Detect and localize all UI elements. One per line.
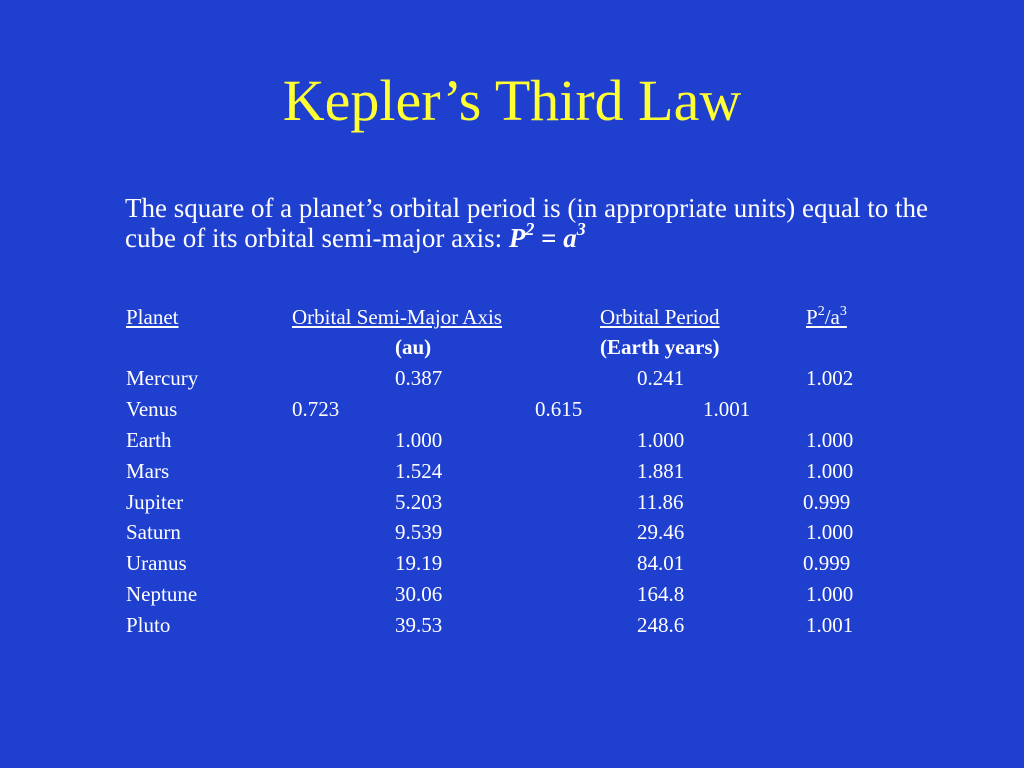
unit-period: (Earth years)	[600, 335, 720, 359]
row-neptune-period: 164.8	[637, 582, 685, 606]
row-pluto-planet: Pluto	[126, 613, 171, 637]
row-uranus-planet: Uranus	[126, 551, 187, 575]
header-ratio-a: a	[830, 305, 840, 329]
header-ratio-separator: /	[824, 305, 831, 329]
row-venus-planet: Venus	[126, 397, 178, 421]
formula-period-symbol: P	[508, 223, 526, 253]
row-earth-ratio: 1.000	[806, 428, 854, 452]
row-venus-axis: 0.723	[292, 397, 340, 421]
row-earth-axis: 1.000	[395, 428, 443, 452]
row-jupiter-axis: 5.203	[395, 490, 443, 514]
row-mercury-planet: Mercury	[126, 366, 199, 390]
header-planet: Planet	[126, 305, 179, 329]
row-pluto-axis: 39.53	[395, 613, 443, 637]
row-pluto-period: 248.6	[637, 613, 685, 637]
row-earth-period: 1.000	[637, 428, 685, 452]
row-mercury-ratio: 1.002	[806, 366, 854, 390]
row-mars-ratio: 1.000	[806, 459, 854, 483]
row-mercury-axis: 0.387	[395, 366, 443, 390]
row-earth-planet: Earth	[126, 428, 172, 452]
row-venus-ratio: 1.001	[703, 397, 751, 421]
header-ratio-p: P	[806, 305, 818, 329]
row-saturn-axis: 9.539	[395, 520, 443, 544]
row-uranus-ratio: 0.999	[803, 551, 851, 575]
header-ratio-a-exponent: 3	[839, 304, 847, 319]
formula-axis-exponent: 3	[576, 219, 586, 239]
header-orbital-period: Orbital Period	[600, 305, 720, 329]
row-uranus-axis: 19.19	[395, 551, 443, 575]
formula-axis-symbol: a	[563, 223, 577, 253]
row-saturn-ratio: 1.000	[806, 520, 854, 544]
slide-title: Kepler’s Third Law	[282, 68, 742, 133]
row-saturn-planet: Saturn	[126, 520, 181, 544]
row-uranus-period: 84.01	[637, 551, 685, 575]
header-ratio	[806, 305, 847, 329]
row-neptune-axis: 30.06	[395, 582, 443, 606]
formula-period-exponent: 2	[525, 219, 535, 239]
formula-equals: =	[534, 223, 564, 253]
row-jupiter-period: 11.86	[637, 490, 684, 514]
row-neptune-ratio: 1.000	[806, 582, 854, 606]
intro-text: The square of a planet’s orbital period is (in appropriate units) equal to the cube of its orbital semi-major axis:	[125, 193, 928, 253]
row-mars-planet: Mars	[126, 459, 170, 483]
row-jupiter-ratio: 0.999	[803, 490, 851, 514]
row-saturn-period: 29.46	[637, 520, 685, 544]
row-pluto-ratio: 1.001	[806, 613, 854, 637]
row-neptune-planet: Neptune	[126, 582, 198, 606]
row-mars-period: 1.881	[637, 459, 685, 483]
header-ratio-p-exponent: 2	[817, 304, 825, 319]
row-venus-period: 0.615	[535, 397, 583, 421]
row-mercury-period: 0.241	[637, 366, 685, 390]
header-semi-major-axis: Orbital Semi-Major Axis	[292, 305, 502, 329]
unit-axis: (au)	[395, 335, 432, 359]
row-jupiter-planet: Jupiter	[126, 490, 184, 514]
row-mars-axis: 1.524	[395, 459, 443, 483]
